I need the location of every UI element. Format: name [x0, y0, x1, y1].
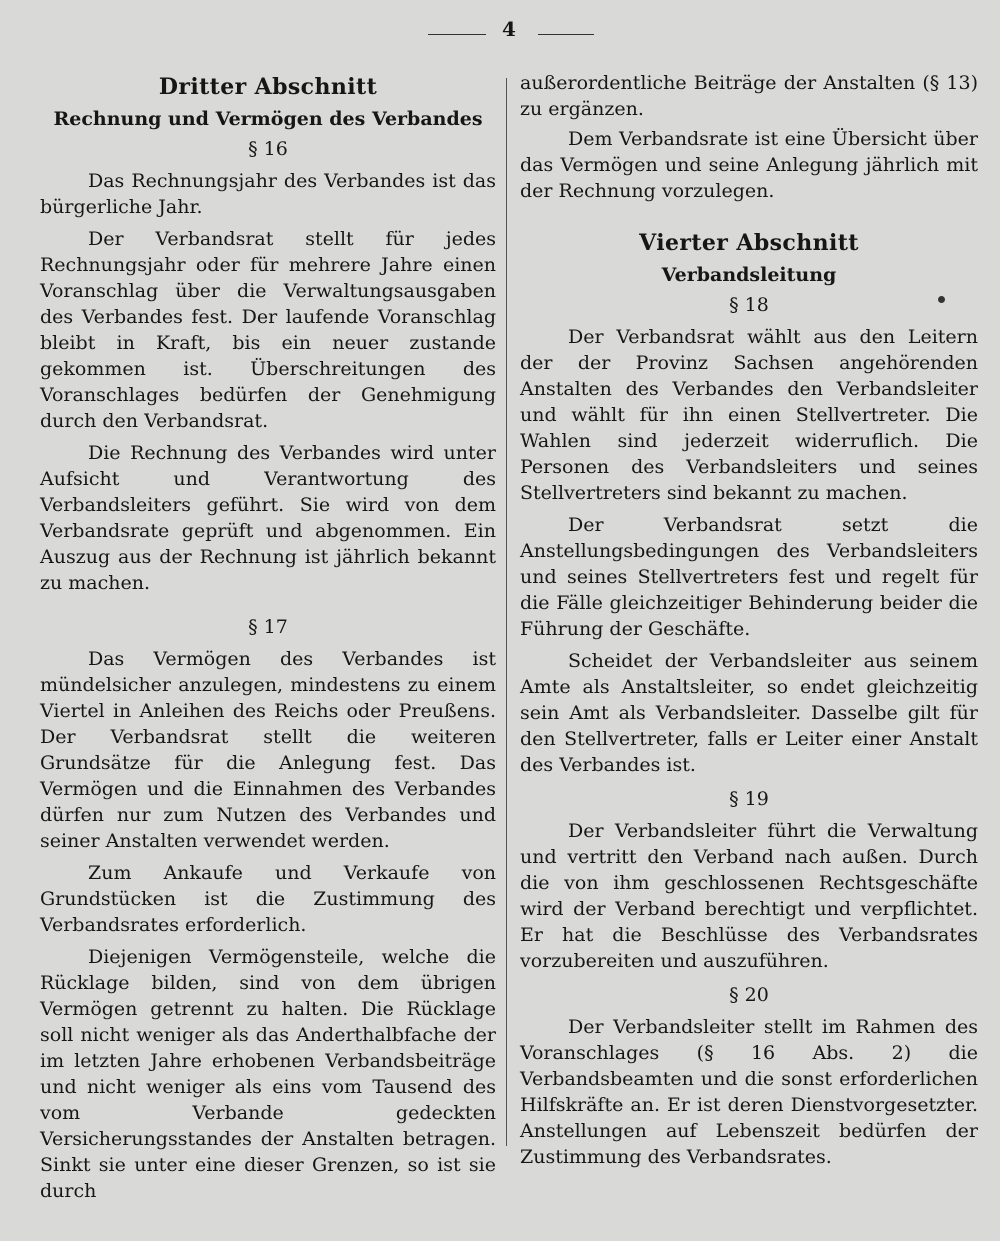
section-subtitle-verbandsleitung: Verbandsleitung [661, 264, 837, 286]
left-column [40, 66, 496, 1210]
header-rule-left [428, 34, 486, 35]
page-header [0, 14, 1000, 48]
paragraph-mark-17: § 17 [248, 616, 288, 638]
ink-spot [938, 296, 945, 303]
paragraph-17-text-4: Dem Verbandsrate ist eine Übersicht über das Vermögen und seine Anlegung jährlich mit der Rechnung vorzulegen. [520, 128, 978, 202]
paragraph-18-text-2: Der Verbandsrat setzt die Anstellungsbedingungen des Verbandsleiters und seines Stellvertreters fest und regelt für die Fälle gleichzeitiger Behinderung beider die Führung der Geschäfte. [520, 514, 978, 640]
paragraph-18-text-3: Scheidet der Verbandsleiter aus seinem Amte als Anstaltsleiter, so endet gleichzeitig sein Amt als Verbandsleiter. Dasselbe gilt für den Stellvertreter, falls er Leiter einer Anstalt des Verbandes ist. [520, 650, 978, 776]
paragraph-16-text-3: Die Rechnung des Verbandes wird unter Aufsicht und Verantwortung des Verbandsleiters geführt. Sie wird von dem Verbandsrate geprüft und abgenommen. Ein Auszug aus der Rechnung ist jährlich bekannt zu machen. [40, 442, 496, 594]
column-divider [506, 78, 507, 1146]
paragraph-17-text-2: Zum Ankaufe und Verkaufe von Grundstücken ist die Zustimmung des Verbandsrates erforderlich. [40, 862, 496, 936]
paragraph-16-text-2: Der Verbandsrat stellt für jedes Rechnungsjahr oder für mehrere Jahre einen Voranschlag über die Verwaltungsausgaben des Verbandes fest. Der laufende Voranschlag bleibt in Kraft, bis ein neuer zustande gekommen ist. Überschreitungen des Voranschlages bedürfen der Genehmigung durch den Verbandsrat. [40, 228, 496, 432]
paragraph-mark-19: § 19 [729, 788, 769, 810]
paragraph-mark-18: § 18 [729, 294, 769, 316]
header-rule-right [538, 34, 594, 35]
section-title-dritter-abschnitt: Dritter Abschnitt [158, 74, 378, 100]
continuation-text: außerordentliche Beiträge der Anstalten (§ 13) zu ergänzen. [520, 72, 978, 120]
paragraph-19-text-1: Der Verbandsleiter führt die Verwaltung und vertritt den Verband nach außen. Durch die von ihm geschlossenen Rechtsgeschäfte wird der Verband berechtigt und verpflichtet. Er hat die Beschlüsse des Verbandsrates vorzubereiten und auszuführen. [520, 820, 978, 972]
right-column [520, 66, 978, 1176]
paragraph-18-text-1: Der Verbandsrat wählt aus den Leitern der der Provinz Sachsen angehörenden Anstalten des Verbandes den Verbandsleiter und wählt für ihn einen Stellvertreter. Die Wahlen sind jederzeit widerruflich. Die Personen des Verbandsleiters und seines Stellvertreters sind bekannt zu machen. [520, 326, 978, 504]
section-subtitle: Rechnung und Vermögen des Verbandes [53, 108, 483, 130]
paragraph-20-text-1: Der Verbandsleiter stellt im Rahmen des Voranschlages (§ 16 Abs. 2) die Verbandsbeamten und die sonst erforderlichen Hilfskräfte an. Er ist deren Dienstvorgesetzter. Anstellungen auf Lebenszeit bedürfen der Zustimmung des Verbandsrates. [520, 1016, 978, 1168]
paragraph-mark-20: § 20 [729, 984, 769, 1006]
paragraph-16-text-1: Das Rechnungsjahr des Verbandes ist das bürgerliche Jahr. [40, 170, 496, 218]
paragraph-mark-16: § 16 [248, 138, 288, 160]
section-title-vierter-abschnitt: Vierter Abschnitt [639, 230, 859, 256]
paragraph-17-text-1: Das Vermögen des Verbandes ist mündelsicher anzulegen, mindestens zu einem Viertel in Anleihen des Reichs oder Preußens. Der Verbandsrat stellt die weiteren Grundsätze für die Anlegung fest. Das Vermögen und die Einnahmen des Verbandes dürfen nur zum Nutzen des Verbandes und seiner Anstalten verwendet werden. [40, 648, 496, 852]
paragraph-17-text-3: Diejenigen Vermögensteile, welche die Rücklage bilden, sind von dem übrigen Vermögen getrennt zu halten. Die Rücklage soll nicht weniger als das Anderthalbfache der im letzten Jahre erhobenen Verbandsbeiträge und nicht weniger als eins vom Tausend des vom Verbande gedeckten Versicherungsstandes der Anstalten betragen. Sinkt sie unter eine dieser Grenzen, so ist sie durch [40, 946, 496, 1202]
page-number: 4 [502, 17, 516, 41]
